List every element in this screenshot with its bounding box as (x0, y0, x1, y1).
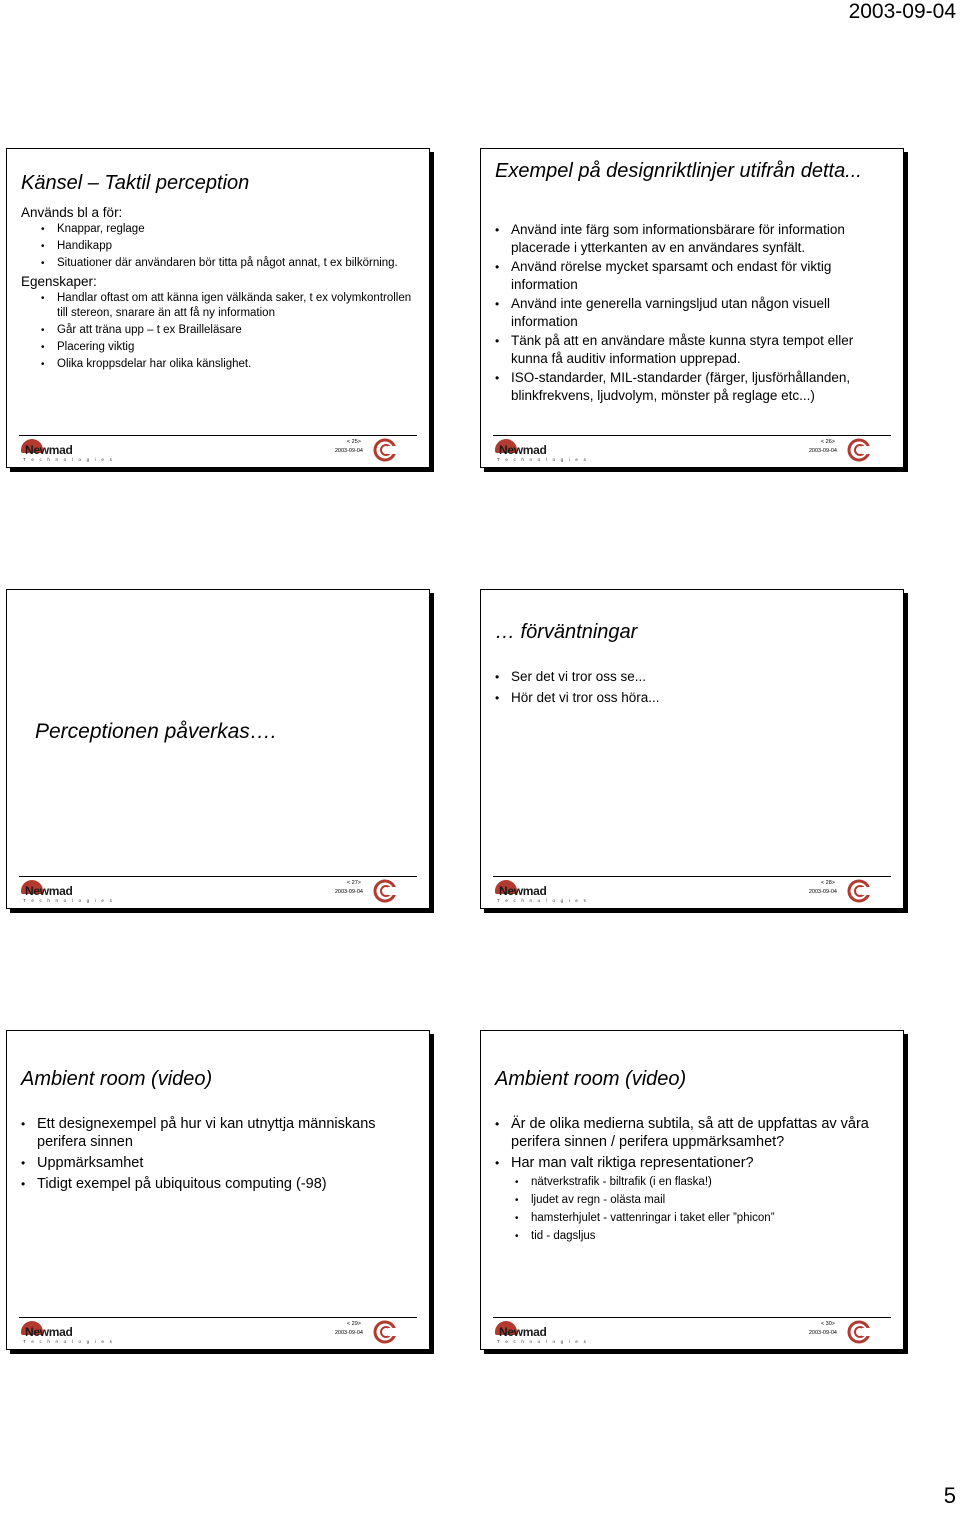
c-logo-icon (373, 879, 397, 903)
c-logo-icon (847, 438, 871, 462)
sub-list-item: • nätverkstrafik - biltrafik (i en flaska!) (515, 1175, 893, 1190)
slide-footer (19, 876, 417, 905)
slide-footer (19, 435, 417, 464)
list-item: • Olika kroppsdelar har olika känslighet. (41, 357, 419, 372)
slide-title: … förväntningar (495, 621, 638, 643)
slide-date: 2003-09-04 (808, 448, 837, 454)
list-item: • Är de olika medierna subtila, så att de uppfattas av våra perifera sinnen / perifera uppmärksamhet? (495, 1115, 893, 1151)
logo-word: Newmad (25, 1325, 73, 1339)
sub-list-item: • hamsterhjulet - vattenringar i taket eller ”phicon” (515, 1211, 893, 1226)
slide-29 (6, 1030, 430, 1350)
logo-tagline: T e c h n o l o g i e s (497, 1339, 589, 1344)
list-item: • Ett designexempel på hur vi kan utnyttja människans perifera sinnen (21, 1115, 419, 1151)
list-heading: Används bl a för: (21, 205, 123, 220)
newmad-logo (495, 439, 589, 463)
list-item: • Tänk på att en användare måste kunna styra tempot eller kunna få auditiv information upprepad. (495, 332, 893, 368)
logo-tagline: T e c h n o l o g i e s (23, 1339, 115, 1344)
page-number: 5 (943, 1483, 956, 1508)
list-item: • Handikapp (41, 239, 419, 254)
list-heading: Egenskaper: (21, 274, 97, 289)
list-item: • Går att träna upp – t ex Brailleläsare (41, 323, 419, 338)
slide-26 (480, 148, 904, 468)
slide-title: Perceptionen påverkas…. (35, 720, 277, 743)
newmad-logo (495, 880, 589, 904)
slide-number: < 28> (820, 880, 835, 886)
logo-word: Newmad (499, 1325, 547, 1339)
newmad-logo (21, 439, 115, 463)
list-item: • Använd inte färg som informationsbärare för information placerade i ytterkanten av en användares synfält. (495, 221, 893, 257)
logo-tagline: T e c h n o l o g i e s (497, 457, 589, 462)
logo-word: Newmad (499, 443, 547, 457)
slide-date: 2003-09-04 (334, 1330, 363, 1336)
c-logo-icon (847, 1320, 871, 1344)
newmad-logo (21, 1321, 115, 1345)
slide-footer (493, 876, 891, 905)
slide-title: Känsel – Taktil perception (21, 172, 250, 194)
list-item: • Situationer där användaren bör titta på något annat, t ex bilkörning. (41, 256, 419, 271)
slide-body (495, 668, 893, 708)
logo-word: Newmad (25, 443, 73, 457)
slide-footer (493, 1317, 891, 1346)
list-item: • Har man valt riktiga representationer? (495, 1154, 893, 1172)
logo-tagline: T e c h n o l o g i e s (497, 898, 589, 903)
c-logo-icon (373, 438, 397, 462)
list-item: • Använd rörelse mycket sparsamt och endast för viktig information (495, 258, 893, 294)
page-date: 2003-09-04 (848, 0, 956, 23)
slide-title: Ambient room (video) (495, 1068, 687, 1090)
slide-30 (480, 1030, 904, 1350)
logo-tagline: T e c h n o l o g i e s (23, 457, 115, 462)
slide-date: 2003-09-04 (334, 889, 363, 895)
slide-28 (480, 589, 904, 909)
newmad-logo (21, 880, 115, 904)
slide-footer (19, 1317, 417, 1346)
slide-title: Ambient room (video) (21, 1068, 213, 1090)
sub-list-item: • ljudet av regn - olästa mail (515, 1193, 893, 1208)
slide-number: < 27> (346, 880, 361, 886)
list-item: • Handlar oftast om att känna igen välkända saker, t ex volymkontrollen till stereon, snarare än att få ny information (41, 291, 419, 321)
slide-title: Exempel på designriktlinjer utifrån detta... (495, 160, 862, 182)
slide-date: 2003-09-04 (808, 1330, 837, 1336)
c-logo-icon (847, 879, 871, 903)
list-item: • ISO-standarder, MIL-standarder (färger, ljusförhållanden, blinkfrekvens, ljudvolym, mönster på reglage etc...) (495, 369, 893, 405)
slide-27 (6, 589, 430, 909)
slide-number: < 25> (346, 439, 361, 445)
slide-body (21, 203, 419, 374)
list-item: • Knappar, reglage (41, 222, 419, 237)
sub-list-item: • tid - dagsljus (515, 1229, 893, 1244)
list-item: • Placering viktig (41, 340, 419, 355)
logo-word: Newmad (499, 884, 547, 898)
slide-25 (6, 148, 430, 468)
logo-tagline: T e c h n o l o g i e s (23, 898, 115, 903)
list-item: • Tidigt exempel på ubiquitous computing (-98) (21, 1175, 419, 1193)
slide-body (495, 221, 893, 406)
newmad-logo (495, 1321, 589, 1345)
list-item: • Använd inte generella varningsljud utan någon visuell information (495, 295, 893, 331)
slide-number: < 26> (820, 439, 835, 445)
slide-body (495, 1115, 893, 1247)
slide-footer (493, 435, 891, 464)
slide-number: < 29> (346, 1321, 361, 1327)
slide-body (21, 1115, 419, 1196)
slide-date: 2003-09-04 (334, 448, 363, 454)
slide-date: 2003-09-04 (808, 889, 837, 895)
logo-word: Newmad (25, 884, 73, 898)
slide-number: < 30> (820, 1321, 835, 1327)
list-item: • Uppmärksamhet (21, 1154, 419, 1172)
list-item: • Ser det vi tror oss se... (495, 668, 893, 686)
c-logo-icon (373, 1320, 397, 1344)
list-item: • Hör det vi tror oss höra... (495, 689, 893, 707)
